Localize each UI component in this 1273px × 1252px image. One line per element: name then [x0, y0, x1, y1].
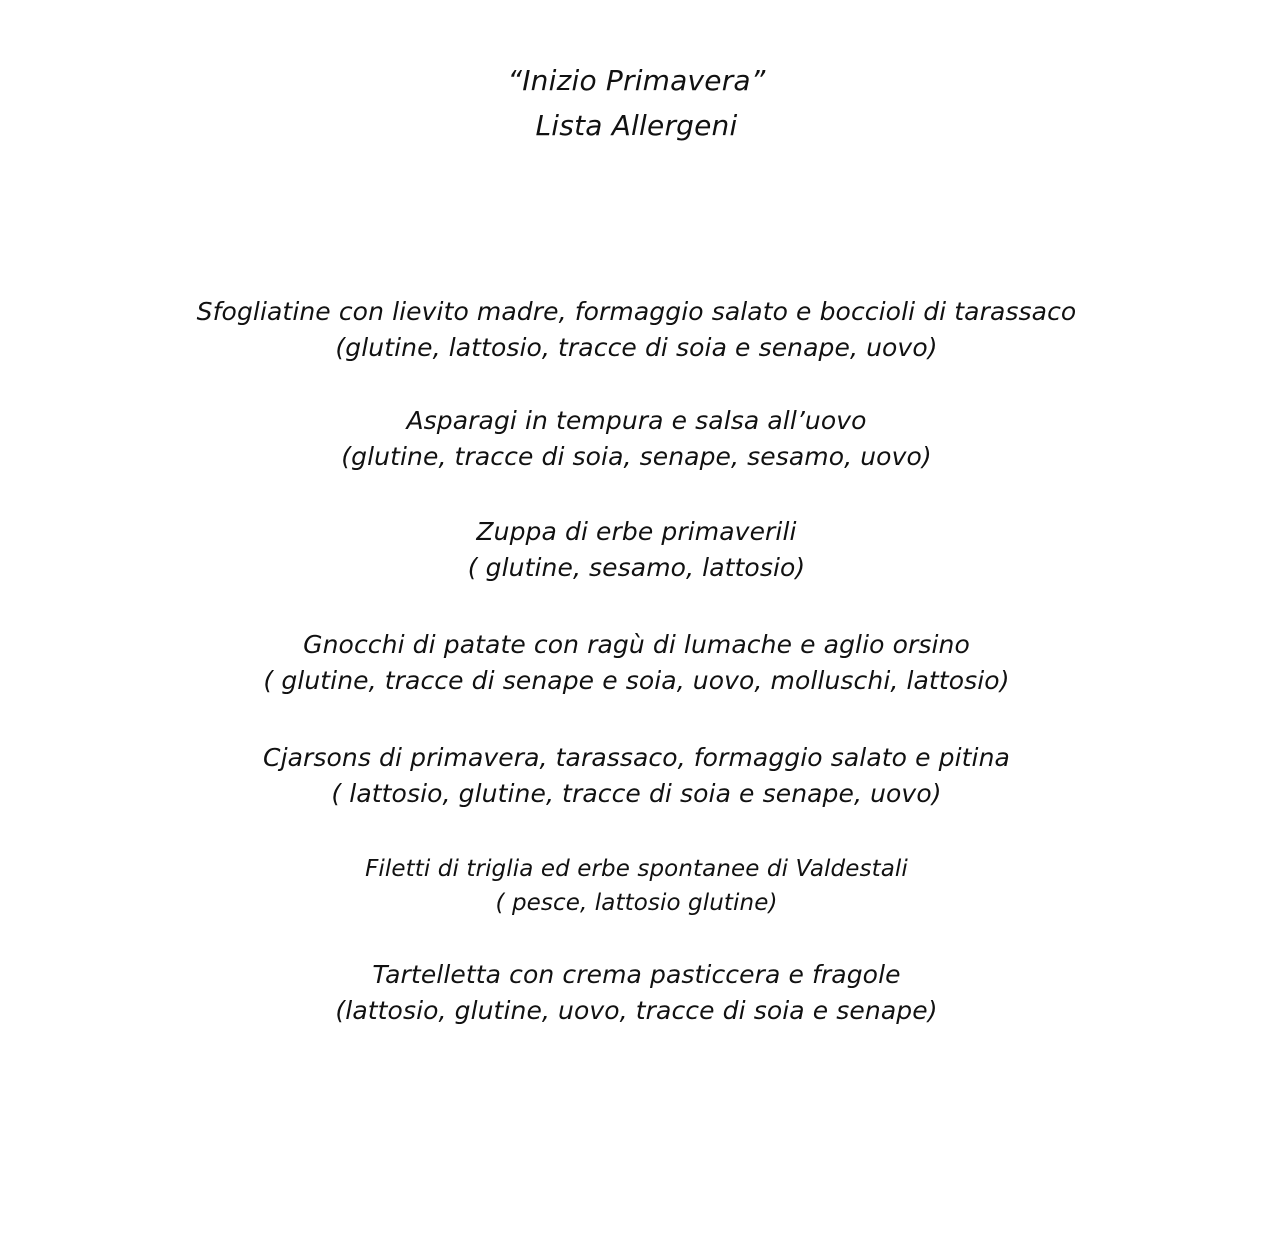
dish-allergens: ( glutine, sesamo, lattosio) — [467, 553, 806, 582]
dish-allergens: ( glutine, tracce di senape e soia, uovo, molluschi, lattosio) — [263, 666, 1010, 695]
menu-subtitle: Lista Allergeni — [535, 109, 738, 142]
dish-name: Cjarsons di primavera, tarassaco, formaggio salato e pitina — [263, 743, 1010, 772]
dish-allergens: (lattosio, glutine, uovo, tracce di soia e senape) — [335, 996, 938, 1025]
dish-name: Sfogliatine con lievito madre, formaggio salato e boccioli di tarassaco — [196, 297, 1077, 326]
dish-name: Zuppa di erbe primaverili — [476, 517, 797, 546]
dish-item — [0, 957, 1273, 1029]
dish-item — [0, 403, 1273, 475]
menu-header — [0, 58, 1273, 148]
dish-allergens: (glutine, tracce di soia, senape, sesamo, uovo) — [341, 442, 932, 471]
menu-title: “Inizio Primavera” — [507, 64, 766, 97]
dish-allergens: ( pesce, lattosio glutine) — [495, 890, 778, 916]
dish-item — [0, 627, 1273, 699]
dish-name: Asparagi in tempura e salsa all’uovo — [406, 406, 867, 435]
dish-item — [0, 514, 1273, 586]
dish-item — [0, 294, 1273, 366]
dish-name: Gnocchi di patate con ragù di lumache e aglio orsino — [303, 630, 970, 659]
dish-item — [0, 852, 1273, 920]
dish-allergens: (glutine, lattosio, tracce di soia e senape, uovo) — [335, 333, 938, 362]
dish-name: Tartelletta con crema pasticcera e fragole — [372, 960, 901, 989]
dish-name: Filetti di triglia ed erbe spontanee di Valdestali — [365, 856, 908, 882]
dish-item — [0, 740, 1273, 812]
dish-allergens: ( lattosio, glutine, tracce di soia e senape, uovo) — [331, 779, 942, 808]
